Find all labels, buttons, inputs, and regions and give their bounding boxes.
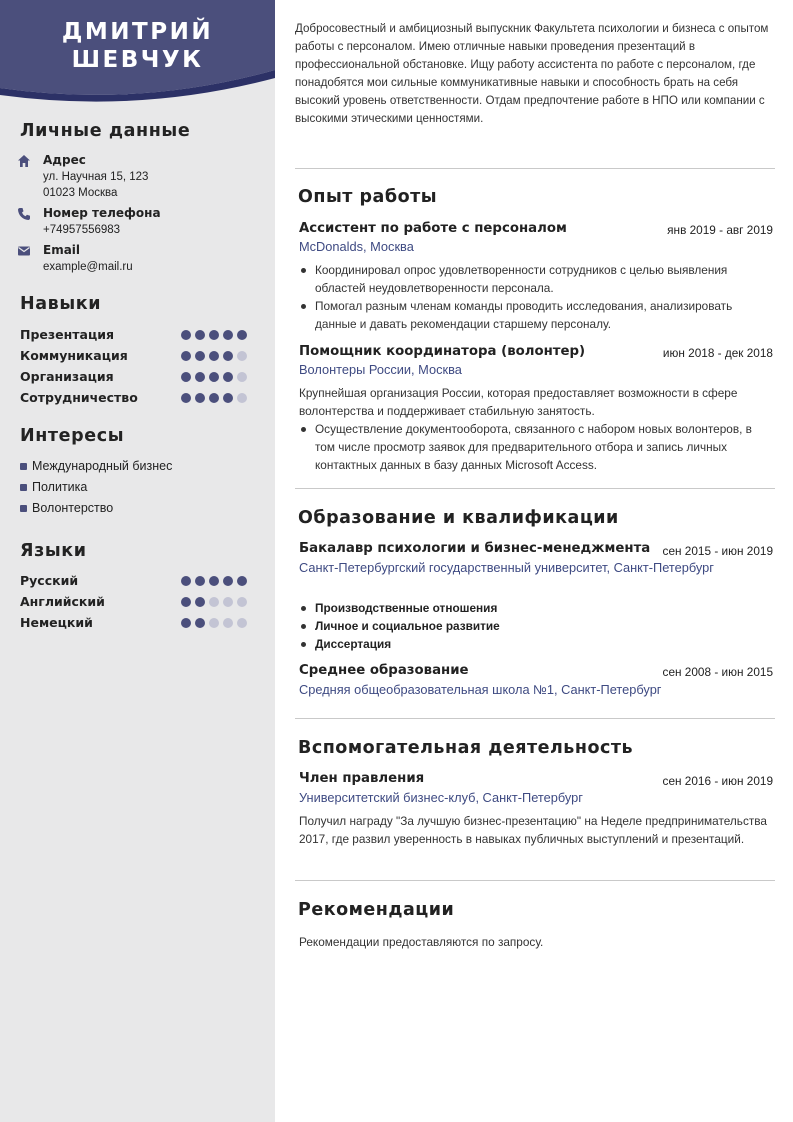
skill-name: Презентация	[20, 327, 114, 342]
job-date: янв 2019 - авг 2019	[667, 223, 773, 237]
experience-heading: Опыт работы	[298, 187, 438, 207]
skill-name: Коммуникация	[20, 348, 128, 363]
references-text: Рекомендации предоставляются по запросу.	[299, 935, 544, 949]
filled-dot	[195, 372, 205, 382]
filled-dot	[195, 576, 205, 586]
filled-dot	[195, 351, 205, 361]
address-label: Адрес	[43, 153, 86, 167]
address-line-1: ул. Научная 15, 123	[43, 171, 149, 183]
filled-dot	[181, 576, 191, 586]
filled-dot	[223, 351, 233, 361]
filled-dot	[181, 330, 191, 340]
degree-title: Бакалавр психологии и бизнес-менеджмента	[299, 541, 651, 556]
empty-dot	[237, 372, 247, 382]
section-divider	[295, 880, 775, 881]
personal-heading: Личные данные	[20, 121, 191, 141]
filled-dot	[181, 393, 191, 403]
filled-dot	[209, 351, 219, 361]
language-row	[20, 594, 250, 612]
degree-institution: Санкт-Петербургский государственный университет, Санкт-Петербург	[299, 560, 714, 575]
empty-dot	[237, 393, 247, 403]
interests-heading: Интересы	[20, 426, 125, 446]
filled-dot	[209, 372, 219, 382]
filled-dot	[181, 597, 191, 607]
references-heading: Рекомендации	[298, 900, 455, 920]
empty-dot	[237, 618, 247, 628]
skill-name: Организация	[20, 369, 114, 384]
list-item: Помогал разным членам команды проводить исследования, анализировать данные и давать рекомендации старшему персоналу.	[299, 297, 769, 333]
filled-dot	[223, 330, 233, 340]
language-name: Русский	[20, 573, 79, 588]
address-block	[17, 153, 267, 201]
activity-organization: Университетский бизнес-клуб, Санкт-Петербург	[299, 790, 583, 805]
filled-dot	[209, 576, 219, 586]
job-organization: Волонтеры России, Москва	[299, 362, 462, 377]
phone-icon	[17, 207, 31, 221]
list-item: Осуществление документооборота, связанного с набором новых волонтеров, в том числе просмотр заявок для предварительного отбора и запись личных контактных данных в базу данных Microsoft Access.	[299, 420, 769, 474]
degree-date: сен 2008 - июн 2015	[662, 665, 773, 679]
activity-title: Член правления	[299, 771, 425, 786]
empty-dot	[209, 618, 219, 628]
job-date: июн 2018 - дек 2018	[662, 346, 773, 360]
address-line-2: 01023 Москва	[43, 187, 118, 199]
language-name: Английский	[20, 594, 105, 609]
main-column	[295, 0, 775, 1122]
mail-icon	[17, 244, 31, 258]
phone-label: Номер телефона	[43, 206, 161, 220]
degree-institution: Средняя общеобразовательная школа №1, Санкт-Петербург	[299, 682, 662, 697]
job-description: Крупнейшая организация России, которая предоставляет возможности в сфере волонтерства и поддерживает стабильную занятость.	[299, 386, 738, 418]
language-name: Немецкий	[20, 615, 93, 630]
empty-dot	[209, 597, 219, 607]
filled-dot	[195, 597, 205, 607]
languages-heading: Языки	[20, 541, 87, 561]
activity-description: Получил награду "За лучшую бизнес-презентацию" на Неделе предпринимательства 2017, где развил уверенность в навыках публичных выступлений и презентаций.	[299, 814, 767, 846]
filled-dot	[223, 393, 233, 403]
empty-dot	[223, 597, 233, 607]
list-item: Диссертация	[299, 635, 769, 653]
empty-dot	[237, 597, 247, 607]
filled-dot	[195, 393, 205, 403]
candidate-name	[0, 18, 275, 74]
section-divider	[295, 168, 775, 169]
skill-row	[20, 390, 250, 408]
activity-date: сен 2016 - июн 2019	[662, 774, 773, 788]
language-row	[20, 615, 250, 633]
job-organization: McDonalds, Москва	[299, 239, 414, 254]
filled-dot	[223, 576, 233, 586]
skill-row	[20, 369, 250, 387]
list-item: Координировал опрос удовлетворенности сотрудников с целью выявления областей неудовлетворенности персонала.	[299, 261, 769, 297]
filled-dot	[237, 330, 247, 340]
profile-summary: Добросовестный и амбициозный выпускник Факультета психологии и бизнеса с опытом работы с персоналом. Имею отличные навыки проведения презентаций в профессиональной обстановке. Ищу работу ассистента по работе с персоналом, где понадобятся мои сильные коммуникативные навыки и способность брать на себя высокий уровень ответственности. Отдам предпочтение работе в НПО или компании с высокими этическими ценностями.	[295, 22, 769, 125]
degree-date: сен 2015 - июн 2019	[662, 544, 773, 558]
skill-row	[20, 348, 250, 366]
interest-label: Политика	[32, 480, 88, 494]
education-heading: Образование и квалификации	[298, 508, 619, 528]
empty-dot	[237, 351, 247, 361]
bullet-square-icon	[20, 484, 27, 491]
filled-dot	[181, 372, 191, 382]
filled-dot	[237, 576, 247, 586]
section-divider	[295, 718, 775, 719]
name-header	[0, 0, 275, 112]
home-icon	[17, 154, 31, 168]
skill-row	[20, 327, 250, 345]
filled-dot	[209, 393, 219, 403]
filled-dot	[195, 330, 205, 340]
degree-bullets	[299, 599, 769, 653]
filled-dot	[209, 330, 219, 340]
bullet-square-icon	[20, 463, 27, 470]
job-bullets	[299, 261, 769, 333]
filled-dot	[181, 351, 191, 361]
section-divider	[295, 488, 775, 489]
skills-heading: Навыки	[20, 294, 102, 314]
filled-dot	[223, 372, 233, 382]
language-row	[20, 573, 250, 591]
email-value[interactable]: example@mail.ru	[43, 261, 133, 273]
activities-heading: Вспомогательная деятельность	[298, 738, 634, 758]
filled-dot	[181, 618, 191, 628]
skill-name: Сотрудничество	[20, 390, 138, 405]
empty-dot	[223, 618, 233, 628]
phone-value[interactable]: +74957556983	[43, 224, 121, 236]
filled-dot	[195, 618, 205, 628]
sidebar	[0, 0, 275, 1122]
degree-title: Среднее образование	[299, 663, 469, 678]
first-name: ДМИТРИЙ	[61, 19, 214, 45]
list-item: Производственные отношения	[299, 599, 769, 617]
job-bullets	[299, 420, 769, 474]
list-item: Личное и социальное развитие	[299, 617, 769, 635]
phone-block	[17, 206, 267, 238]
interest-label: Волонтерство	[32, 501, 114, 515]
email-label: Email	[43, 243, 81, 257]
job-title: Помощник координатора (волонтер)	[299, 344, 586, 359]
interest-label: Международный бизнес	[32, 459, 173, 473]
job-title: Ассистент по работе с персоналом	[299, 221, 567, 236]
email-block	[17, 243, 267, 275]
last-name: ШЕВЧУК	[71, 47, 204, 73]
bullet-square-icon	[20, 505, 27, 512]
